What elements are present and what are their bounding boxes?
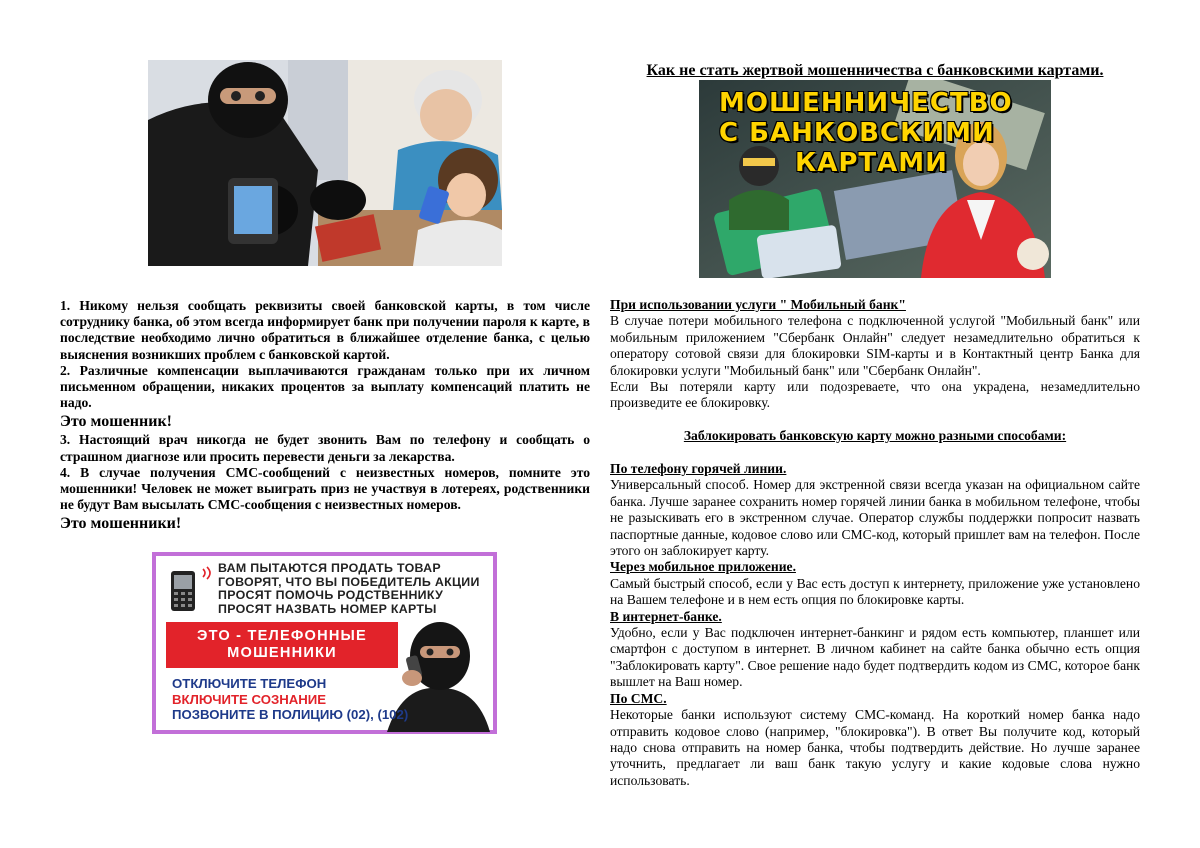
poster-bottom-line-3: ПОЗВОНИТЕ В ПОЛИЦИЮ (02), (102) [172,707,409,723]
banner-line-3: КАРТАМИ [795,148,948,178]
banner-image [699,80,1051,278]
method-heading-sms: По СМС. [610,690,667,706]
poster-line: ВАМ ПЫТАЮТСЯ ПРОДАТЬ ТОВАР [218,561,441,575]
method-heading-hotline: По телефону горячей линии. [610,461,787,476]
method-heading-internet-bank: В интернет-банке. [610,608,722,624]
banner-headline [719,88,1013,178]
banner-line-2: С БАНКОВСКИМИ [719,118,995,148]
alert-fraudsters: Это мошенники! [60,515,182,533]
rule-2: 2. Различные компенсации выплачиваются гражданам только при их личном письменном обращении, никаких процентов за выплату компенсаций платить не надо. [60,362,590,411]
poster-bottom-line-2: ВКЛЮЧИТЕ СОЗНАНИЕ [172,691,327,707]
fraud-photo [148,60,502,266]
banner-line-1: МОШЕННИЧЕСТВО [719,88,1013,118]
block-methods-title: Заблокировать банковскую карту можно разными способами: [683,428,1067,443]
method-text-sms: Некоторые банки используют систему СМС-команд. На короткий номер банка надо отправить кодовое слово (например, "блокировка"). В ответ Вы получите код, который надо снова отправить на номер банка, чтобы подтвердить действие. Но лучше заранее уточнить, предлагает ли ваш банк такую услугу и какие кодовые слова нужно использовать. [610,707,1140,788]
mobile-bank-section [610,297,1140,412]
signal-icon [200,566,214,580]
alert-fraudster: Это мошенник! [60,413,172,431]
lost-card-paragraph: Если Вы потеряли карту или подозреваете, что она украдена, незамедлительно произведите ее блокировку. [610,379,1140,411]
method-heading-app: Через мобильное приложение. [610,559,796,575]
rule-4: 4. В случае получения СМС-сообщений с неизвестных номеров, помните это мошенники! Человек не может выиграть приз не участвуя в лотереях, родственники не будут Вам высылать СМС-сообщения с неизвестных номеров. [60,464,590,513]
poster-bottom-text [172,676,408,723]
poster-red-banner [166,622,398,668]
mobile-bank-heading: При использовании услуги " Мобильный банк" [610,297,906,312]
poster-red-line-2: МОШЕННИКИ [227,645,337,661]
page-title: Как не стать жертвой мошенничества с банковскими картами. [646,62,1104,79]
poster-bottom-line-1: ОТКЛЮЧИТЕ ТЕЛЕФОН [172,676,327,691]
poster-line: ПРОСЯТ НАЗВАТЬ НОМЕР КАРТЫ [218,601,437,616]
left-text-block [60,298,590,534]
method-text-hotline: Универсальный способ. Номер для экстренной связи всегда указан на официальном сайте банка. Лучше заранее сохранить номер горячей линии банка в мобильном телефоне, чтобы не разыскивать его в экстренном случае. Оператор службы поддержки попросит назвать паспортные данные, кодовое слово или СМС-код, который пришлет вам на телефон. После этого он заблокирует карту. [610,477,1140,559]
poster-line: ГОВОРЯТ, ЧТО ВЫ ПОБЕДИТЕЛЬ АКЦИИ [218,574,480,589]
rule-1: 1. Никому нельзя сообщать реквизиты своей банковской карты, в том числе сотруднику банка, об этом всегда информирует банк при получении пароля к карте, в последствие необходимо лично обратиться в ближайшее отделение банка, с целью выяснения возникших проблем с банковской картой. [60,298,590,362]
phone-icon [170,570,196,612]
warning-poster [152,552,497,734]
mobile-bank-paragraph: В случае потери мобильного телефона с подключенной услугой "Мобильный банк" или мобильным приложением "Сбербанк Онлайн" следует незамедлительно обратиться к оператору сотовой связи для блокировки SIM-карты и в Контактный центр Банка для блокировки услуги "Мобильный банк" или "Сбербанк Онлайн". [610,313,1140,378]
poster-line: ПРОСЯТ ПОМОЧЬ РОДСТВЕННИКУ [218,588,444,603]
block-methods-list [610,461,1140,789]
poster-warning-lines [218,562,480,616]
method-text-internet-bank: Удобно, если у Вас подключен интернет-банкинг и рядом есть компьютер, планшет или смартфон с доступом в интернет. В личном кабинет на сайте банка обычно есть опция "Заблокировать карту". Свое решение надо будет подтвердить кодом из СМС, которое банк вышлет на Ваш номер. [610,625,1140,690]
poster-red-line-1: ЭТО - ТЕЛЕФОННЫЕ [197,628,367,644]
rule-3: 3. Настоящий врач никогда не будет звонить Вам по телефону и сообщать о страшном диагнозе или просить перевести деньги за лекарства. [60,432,590,464]
method-text-app: Самый быстрый способ, если у Вас есть доступ к интернету, приложение уже установлено на Вашем телефоне и в нем есть опция по блокировке карты. [610,575,1140,608]
